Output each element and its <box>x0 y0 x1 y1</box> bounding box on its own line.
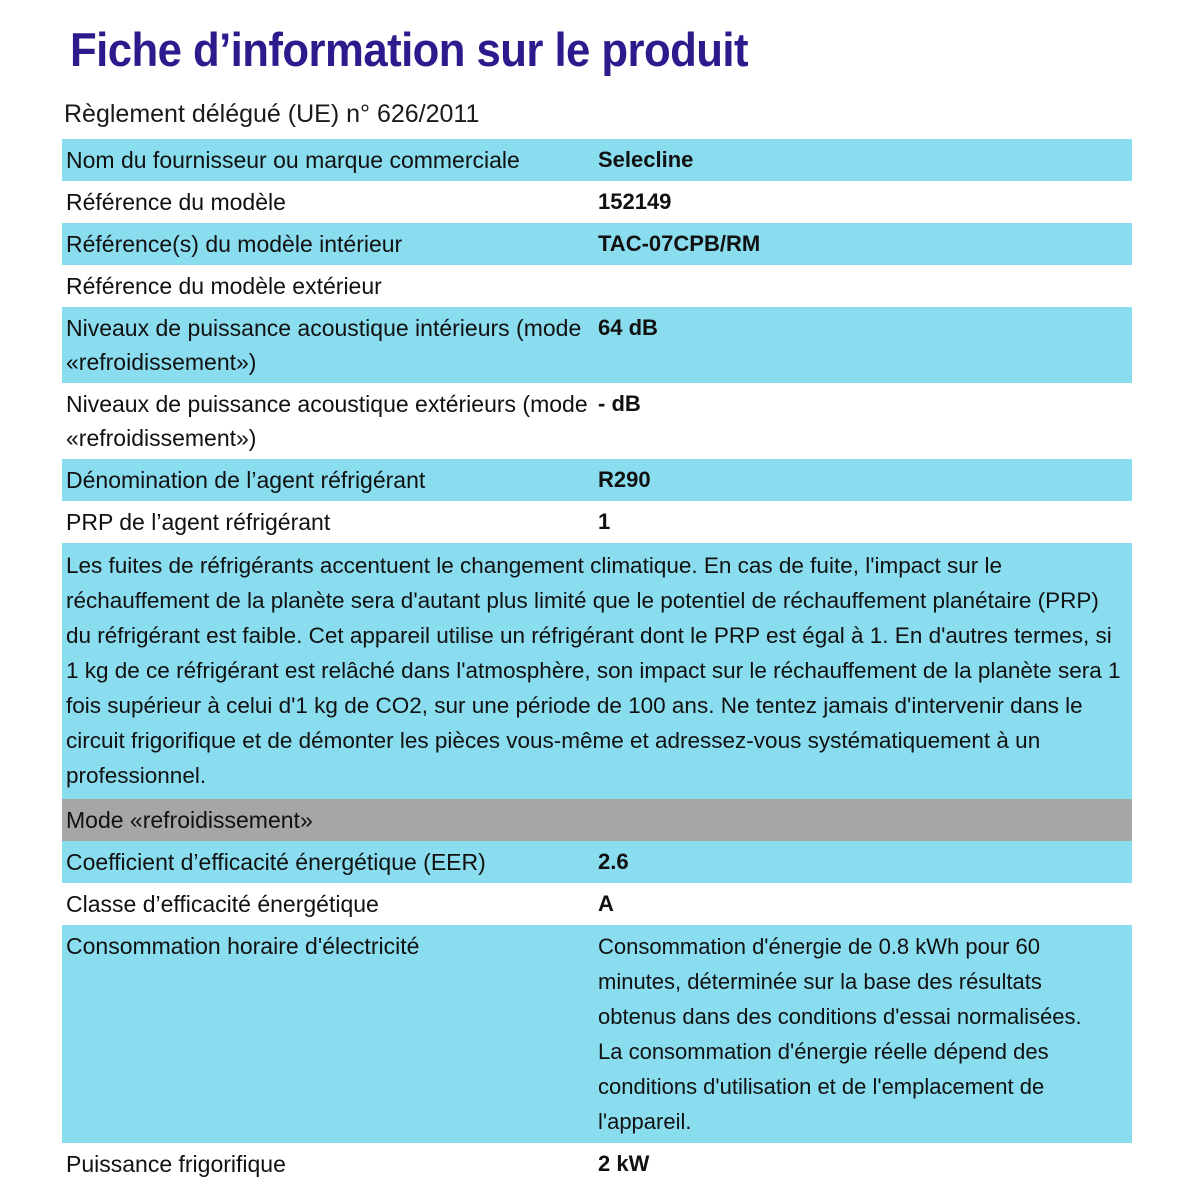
row-value: 2.6 <box>598 849 629 874</box>
row-value: Selecline <box>598 147 694 172</box>
row-label: Niveaux de puissance acoustique intérieurs (mode «refroidissement») <box>66 315 582 375</box>
row-value <box>598 265 1132 273</box>
consumption-row <box>62 925 1132 1143</box>
section-header-value <box>598 799 1132 807</box>
row-value: - dB <box>598 391 641 416</box>
consumption-value: Consommation d'énergie de 0.8 kWh pour 60 minutes, déterminée sur la base des résultats obtenus dans des conditions d'essai normalisées. La consommation d'énergie réelle dépend des conditions d'utilisation et de l'emplacement de l'appareil. <box>598 934 1082 1134</box>
table-row <box>62 501 1132 543</box>
refrigerant-notice-row <box>62 543 1132 799</box>
table-row <box>62 841 1132 883</box>
table-row <box>62 139 1132 181</box>
table-row <box>62 883 1132 925</box>
table-row <box>62 265 1132 307</box>
table-row <box>62 459 1132 501</box>
row-value: 64 dB <box>598 315 658 340</box>
row-label: Référence du modèle extérieur <box>66 273 382 299</box>
row-label: Puissance frigorifique <box>66 1151 286 1177</box>
row-label: Classe d’efficacité énergétique <box>66 891 379 917</box>
section-header-row <box>62 799 1132 841</box>
page-subtitle: Règlement délégué (UE) n° 626/2011 <box>64 100 480 128</box>
row-value: 152149 <box>598 189 672 214</box>
row-value: TAC-07CPB/RM <box>598 231 761 256</box>
table-row <box>62 181 1132 223</box>
row-label: Nom du fournisseur ou marque commerciale <box>66 147 520 173</box>
row-value: 1 <box>598 509 611 534</box>
table-row <box>62 307 1132 383</box>
table-row <box>62 223 1132 265</box>
row-label: Coefficient d’efficacité énergétique (EER) <box>66 849 486 875</box>
row-label: PRP de l’agent réfrigérant <box>66 509 331 535</box>
row-label: Niveaux de puissance acoustique extérieurs (mode «refroidissement») <box>66 391 588 451</box>
page-title: Fiche d’information sur le produit <box>70 23 748 76</box>
row-label: Référence(s) du modèle intérieur <box>66 231 403 257</box>
row-value: R290 <box>598 467 651 492</box>
row-label: Référence du modèle <box>66 189 286 215</box>
refrigerant-notice-text: Les fuites de réfrigérants accentuent le changement climatique. En cas de fuite, l'impact sur le réchauffement de la planète sera d'autant plus limité que le potentiel de réchauffement planétaire (PRP) du réfrigérant est faible. Cet appareil utilise un réfrigérant dont le PRP est égal à 1. En d'autres termes, si 1 kg de ce réfrigérant est relâché dans l'atmosphère, son impact sur le réchauffement de la planète sera 1 fois supérieur à celui d'1 kg de CO2, sur une période de 100 ans. Ne tentez jamais d'intervenir dans le circuit frigorifique et de démonter les pièces vous-même et adressez-vous systématiquement à un professionnel. <box>66 553 1121 788</box>
row-value: A <box>598 891 614 916</box>
row-label: Dénomination de l’agent réfrigérant <box>66 467 426 493</box>
table-row <box>62 383 1132 459</box>
product-spec-table <box>62 139 1132 1185</box>
table-row <box>62 1143 1132 1185</box>
consumption-label: Consommation horaire d'électricité <box>66 933 420 959</box>
row-value: 2 kW <box>598 1151 650 1176</box>
section-header-label: Mode «refroidissement» <box>66 807 313 833</box>
